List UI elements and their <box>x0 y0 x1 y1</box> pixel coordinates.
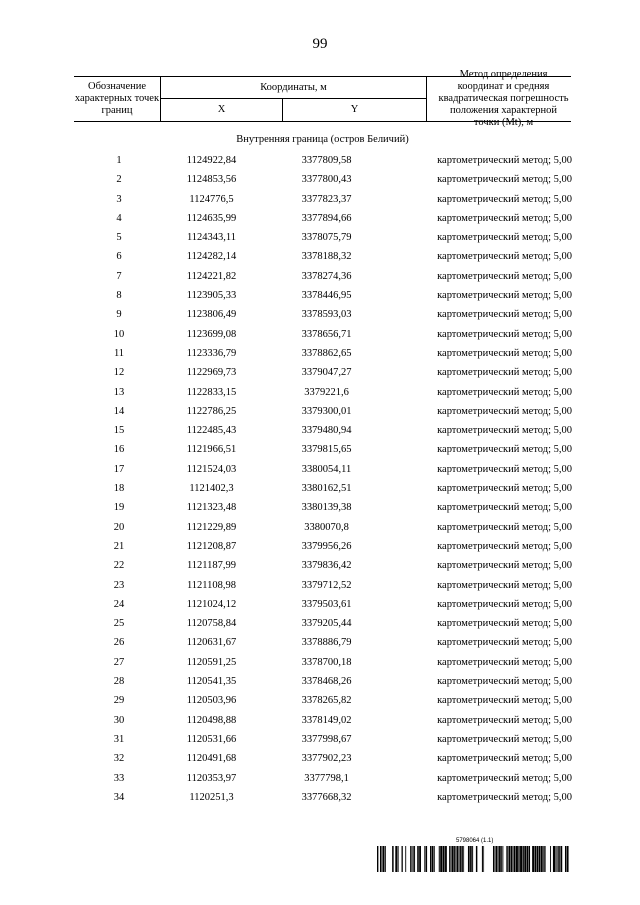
coord-x: 1121966,51 <box>186 444 237 456</box>
coord-x: 1121024,12 <box>186 598 237 610</box>
method-cell: картометрический метод; 5,00 <box>437 502 572 514</box>
coord-y: 3377823,37 <box>301 193 352 205</box>
point-number: 33 <box>113 772 125 784</box>
table-header <box>74 69 571 128</box>
point-number: 20 <box>113 521 125 533</box>
coord-y: 3378862,65 <box>301 347 352 359</box>
table-row <box>74 348 571 367</box>
table-row <box>74 715 571 734</box>
coord-x: 1120491,68 <box>186 753 237 765</box>
coord-y: 3378188,32 <box>301 251 352 263</box>
point-number: 8 <box>116 290 122 302</box>
point-number: 23 <box>113 579 125 591</box>
method-cell: картометрический метод; 5,00 <box>437 560 572 572</box>
coord-y: 3378446,95 <box>301 290 352 302</box>
table-row <box>74 522 571 541</box>
method-cell: картометрический метод; 5,00 <box>437 155 572 166</box>
table-row <box>74 580 571 599</box>
coord-y: 3380070,8 <box>304 521 349 533</box>
method-cell: картометрический метод; 5,00 <box>437 193 572 205</box>
coord-x: 1121108,98 <box>186 579 237 591</box>
point-number: 27 <box>113 656 125 668</box>
coord-x: 1120503,96 <box>186 695 237 707</box>
coord-y: 3377902,23 <box>301 753 352 765</box>
coord-x: 1124635,99 <box>186 212 237 224</box>
coord-x: 1120591,25 <box>186 656 237 668</box>
coord-y: 3379300,01 <box>301 405 352 417</box>
table-row <box>74 444 571 463</box>
coord-y: 3377798,1 <box>304 772 349 784</box>
coord-x: 1124922,84 <box>186 155 237 166</box>
coord-y: 3377809,58 <box>301 155 352 166</box>
coord-y: 3380139,38 <box>301 502 352 514</box>
coord-x: 1122786,25 <box>186 405 237 417</box>
point-number: 25 <box>113 618 125 630</box>
method-cell: картометрический метод; 5,00 <box>437 695 572 707</box>
table-row <box>74 290 571 309</box>
point-number: 3 <box>116 193 122 205</box>
coord-x: 1120541,35 <box>186 676 237 688</box>
method-cell: картометрический метод; 5,00 <box>437 714 572 726</box>
method-cell: картометрический метод; 5,00 <box>437 772 572 784</box>
coord-x: 1121187,99 <box>186 560 237 572</box>
method-cell: картометрический метод; 5,00 <box>437 637 572 649</box>
method-cell: картометрический метод; 5,00 <box>437 251 572 263</box>
coord-x: 1120631,67 <box>186 637 237 649</box>
point-number: 9 <box>116 309 122 321</box>
table-row <box>74 734 571 753</box>
table-row <box>74 464 571 483</box>
header-y: Y <box>350 104 359 115</box>
coord-x: 1120758,84 <box>186 618 237 630</box>
table-row <box>74 309 571 328</box>
coord-y: 3377894,66 <box>301 212 352 224</box>
coord-y: 3378468,26 <box>301 676 352 688</box>
header-x: X <box>161 99 283 121</box>
point-number: 14 <box>113 405 125 417</box>
coord-y: 3379221,6 <box>304 386 349 398</box>
coord-x: 1123806,49 <box>186 309 237 321</box>
point-number: 6 <box>116 251 122 263</box>
barcode-label: 5798064 (1.1) <box>456 838 494 844</box>
coord-x: 1124221,82 <box>186 270 237 282</box>
header-coordinates-title: Координаты, м <box>161 77 426 99</box>
method-cell: картометрический метод; 5,00 <box>437 270 572 282</box>
table-row <box>74 194 571 213</box>
coord-y: 3379815,65 <box>301 444 352 456</box>
page-number: 99 <box>312 36 328 52</box>
method-cell: картометрический метод; 5,00 <box>437 174 572 186</box>
coord-y: 3379047,27 <box>301 367 352 379</box>
coord-y: 3377668,32 <box>301 791 352 803</box>
coord-x: 1124282,14 <box>186 251 237 263</box>
table-row <box>74 425 571 444</box>
coord-y: 3378593,03 <box>301 309 352 321</box>
point-number: 13 <box>113 386 125 398</box>
point-number: 15 <box>113 425 125 437</box>
coord-y: 3379836,42 <box>301 560 352 572</box>
point-number: 19 <box>113 502 125 514</box>
coord-x: 1121402,3 <box>189 483 234 495</box>
coord-x: 1123336,79 <box>186 347 237 359</box>
method-cell: картометрический метод; 5,00 <box>437 367 572 379</box>
coord-x: 1121323,48 <box>186 502 237 514</box>
coord-x: 1120531,66 <box>186 733 237 745</box>
coord-x: 1121524,03 <box>186 463 237 475</box>
method-cell: картометрический метод; 5,00 <box>437 405 572 417</box>
coord-y: 3378274,36 <box>301 270 352 282</box>
method-cell: картометрический метод; 5,00 <box>437 618 572 630</box>
method-cell: картометрический метод; 5,00 <box>437 791 572 803</box>
coord-x: 1123905,33 <box>186 290 237 302</box>
table-row <box>74 695 571 714</box>
section-title: Внутренняя граница (остров Беличий) <box>236 134 409 145</box>
coord-y: 3378886,79 <box>301 637 352 649</box>
point-number: 22 <box>113 560 125 572</box>
table-row <box>74 271 571 290</box>
coord-y: 3379503,61 <box>301 598 352 610</box>
method-cell: картометрический метод; 5,00 <box>437 540 572 552</box>
method-cell: картометрический метод; 5,00 <box>437 290 572 302</box>
method-cell: картометрический метод; 5,00 <box>437 733 572 745</box>
method-cell: картометрический метод; 5,00 <box>437 444 572 456</box>
table-row <box>74 792 571 811</box>
method-cell: картометрический метод; 5,00 <box>437 232 572 244</box>
method-cell: картометрический метод; 5,00 <box>437 386 572 398</box>
method-cell: картометрический метод; 5,00 <box>437 425 572 437</box>
point-number: 10 <box>113 328 125 340</box>
coord-x: 1124343,11 <box>186 232 237 244</box>
coord-x: 1122485,43 <box>186 425 237 437</box>
table-row <box>74 174 571 193</box>
table-row <box>74 676 571 695</box>
point-number: 18 <box>113 483 125 495</box>
point-number: 5 <box>116 232 122 244</box>
table-row <box>74 213 571 232</box>
point-number: 7 <box>116 270 122 282</box>
header-method: Метод определения координат и средняя квадратическая погрешность положения характерной точки (Mt), м <box>438 69 569 128</box>
method-cell: картометрический метод; 5,00 <box>437 598 572 610</box>
method-cell: картометрический метод; 5,00 <box>437 656 572 668</box>
point-number: 34 <box>113 791 125 803</box>
coord-y: 3380162,51 <box>301 483 352 495</box>
header-coordinates-sub <box>161 99 426 121</box>
coord-y: 3377800,43 <box>301 174 352 186</box>
point-number: 26 <box>113 637 125 649</box>
method-cell: картометрический метод; 5,00 <box>437 212 572 224</box>
coord-x: 1124853,56 <box>186 174 237 186</box>
table-row <box>74 502 571 521</box>
point-number: 24 <box>113 598 125 610</box>
coord-y: 3378700,18 <box>301 656 352 668</box>
coord-x: 1120353,97 <box>186 772 237 784</box>
coord-y: 3378656,71 <box>301 328 352 340</box>
coord-y: 3379480,94 <box>301 425 352 437</box>
header-coordinates <box>160 77 427 121</box>
method-cell: картометрический метод; 5,00 <box>437 309 572 321</box>
method-cell: картометрический метод; 5,00 <box>437 463 572 475</box>
coord-x: 1120251,3 <box>189 791 234 803</box>
method-cell: картометрический метод; 5,00 <box>437 753 572 765</box>
method-cell: картометрический метод; 5,00 <box>437 347 572 359</box>
method-cell: картометрический метод; 5,00 <box>437 676 572 688</box>
point-number: 16 <box>113 444 125 456</box>
method-cell: картометрический метод; 5,00 <box>437 579 572 591</box>
table-row <box>74 618 571 637</box>
point-number: 1 <box>116 155 122 166</box>
coord-y: 3377998,67 <box>301 733 352 745</box>
table-row <box>74 599 571 618</box>
coord-x: 1122833,15 <box>186 386 237 398</box>
coord-y: 3378265,82 <box>301 695 352 707</box>
coord-x: 1121229,89 <box>186 521 237 533</box>
point-number: 4 <box>116 212 122 224</box>
method-cell: картометрический метод; 5,00 <box>437 521 572 533</box>
point-number: 21 <box>113 540 125 552</box>
header-points: Обозначение характерных точек границ <box>74 81 160 116</box>
table-row <box>74 155 571 174</box>
table-row <box>74 232 571 251</box>
table-row <box>74 541 571 560</box>
table-row <box>74 406 571 425</box>
table-row <box>74 483 571 502</box>
method-cell: картометрический метод; 5,00 <box>437 328 572 340</box>
table-row <box>74 560 571 579</box>
point-number: 28 <box>113 676 125 688</box>
point-number: 17 <box>113 463 125 475</box>
table-row <box>74 657 571 676</box>
table-row <box>74 773 571 792</box>
table-row <box>74 251 571 270</box>
coord-x: 1124776,5 <box>189 193 234 205</box>
coord-x: 1121208,87 <box>186 540 237 552</box>
coord-x: 1120498,88 <box>186 714 237 726</box>
point-number: 12 <box>113 367 125 379</box>
coord-y: 3379205,44 <box>301 618 352 630</box>
point-number: 31 <box>113 733 125 745</box>
point-number: 32 <box>113 753 125 765</box>
point-number: 11 <box>113 347 125 359</box>
coord-x: 1122969,73 <box>186 367 237 379</box>
coord-y: 3379712,52 <box>301 579 352 591</box>
coord-y: 3380054,11 <box>301 463 352 475</box>
coord-x: 1123699,08 <box>186 328 237 340</box>
coord-y: 3379956,26 <box>301 540 352 552</box>
point-number: 29 <box>113 695 125 707</box>
coord-y: 3378149,02 <box>301 714 352 726</box>
method-cell: картометрический метод; 5,00 <box>437 483 572 495</box>
table-body <box>74 155 571 811</box>
table-row <box>74 387 571 406</box>
table-row <box>74 753 571 772</box>
barcode-icon <box>377 846 569 872</box>
table-row <box>74 637 571 656</box>
coord-y: 3378075,79 <box>301 232 352 244</box>
table-row <box>74 367 571 386</box>
point-number: 30 <box>113 714 125 726</box>
table-row <box>74 329 571 348</box>
point-number: 2 <box>116 174 122 186</box>
